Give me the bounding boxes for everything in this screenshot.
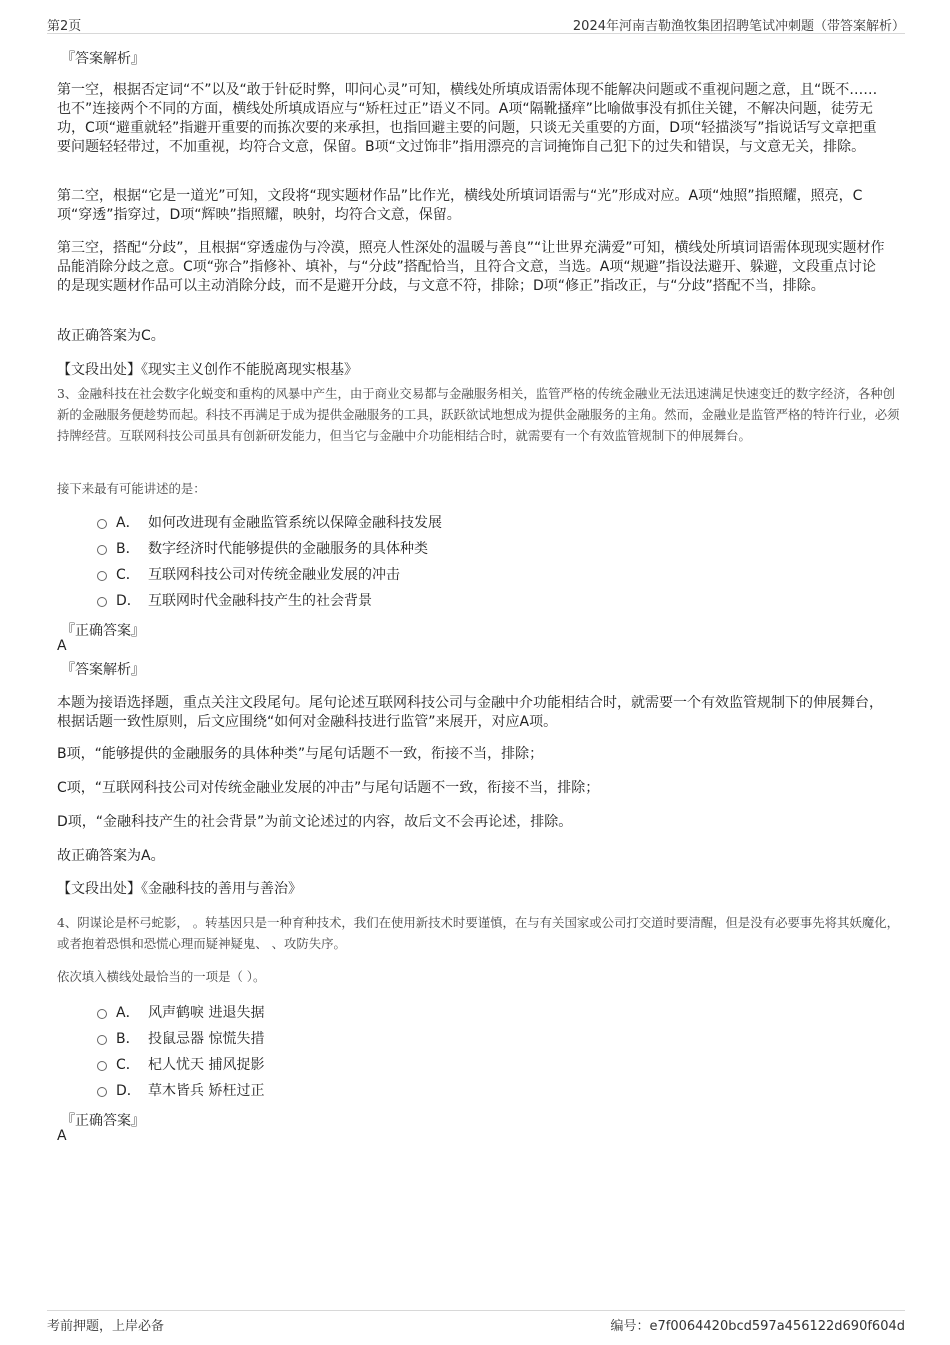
q2-analysis-p3: 第三空，搭配“分歧”，且根据“穿透虚伪与冷漠，照亮人性深处的温暖与善良”“让世界充满爱”可知，横线处所填词语需体现现实题材作品能消除分歧之意。C项“弥合”指修补、填补，与“分歧”搭配恰当，且符合文意，当选。A项“规避”指设法避开、躲避，文段重点讨论的是现实题材作品可以主动消除分歧，而不是避开分歧，与文意不符，排除；D项“修正”指改正，与“分歧”搭配不当，排除。 <box>57 240 885 294</box>
q2-analysis-p1: 第一空，根据否定词“不”以及“敢于针砭时弊，叩问心灵”可知，横线处所填成语需体现不能解决问题或不重视问题之意，且“既不……也不”连接两个不同的方面，横线处所填成语应与“矫枉过正”语义不同。A项“隔靴搔痒”比喻做事没有抓住关键，不解决问题，徒劳无功，C项“避重就轻”指避开重要的而拣次要的来承担，也指回避主要的问题，只谈无关重要的方面，D项“轻描淡写”指说话写文章把重要问题轻轻带过，不加重视，均符合文意，保留。B项“文过饰非”指用漂亮的言词掩饰自己犯下的过失和错误，与文意无关，排除。 <box>57 82 878 155</box>
q3-correct-label: 『正确答案』 <box>61 623 145 639</box>
q3-option-d[interactable]: D． 互联网时代金融科技产生的社会背景 <box>97 590 372 610</box>
q4-option-a[interactable]: A． 风声鹤唳 进退失据 <box>97 1002 264 1022</box>
q3-analysis-p1: 本题为接语选择题，重点关注文段尾句。尾句论述互联网科技公司与金融中介功能相结合时，就需要一个有效监管规制下的伸展舞台，根据话题一致性原则，后文应围绕“如何对金融科技进行监管”来展开，对应A项。 <box>57 695 883 730</box>
q3-stem: 3、金融科技在社会数字化蜕变和重构的风暴中产生，由于商业交易都与金融服务相关，监管严格的传统金融业无法迅速满足快速变迁的数字经济，各种创新的金融服务便趁势而起。科技不再满足于成为提供金融服务的工具，跃跃欲试地想成为提供金融服务的主角。然而，金融业是监管严格的特许行业，必须持牌经营。互联网科技公司虽具有创新研发能力，但当它与金融中介功能相结合时，就需要有一个有效监管规制下的伸展舞台。 <box>57 386 900 443</box>
q4-prompt: 依次填入横线处最恰当的一项是（ ）。 <box>57 969 266 984</box>
q3-option-a[interactable]: A． 如何改进现有金融监管系统以保障金融科技发展 <box>97 512 442 532</box>
page-header <box>47 13 905 34</box>
radio-icon[interactable] <box>97 519 107 529</box>
radio-icon[interactable] <box>97 1061 107 1071</box>
radio-icon[interactable] <box>97 1009 107 1019</box>
q4-correct-label: 『正确答案』 <box>61 1113 145 1129</box>
q3-analysis-p2: B项，“能够提供的金融服务的具体种类”与尾句话题不一致，衔接不当，排除； <box>57 746 544 762</box>
q2-source: 【文段出处】《现实主义创作不能脱离现实根基》 <box>57 362 358 378</box>
radio-icon[interactable] <box>97 545 107 555</box>
q3-analysis-label: 『答案解析』 <box>61 662 145 678</box>
q4-option-c[interactable]: C． 杞人忧天 捕风捉影 <box>97 1054 264 1074</box>
q4-option-b[interactable]: B． 投鼠忌器 惊慌失措 <box>97 1028 264 1048</box>
q3-option-b[interactable]: B． 数字经济时代能够提供的金融服务的具体种类 <box>97 538 428 558</box>
q4-option-d[interactable]: D． 草木皆兵 矫枉过正 <box>97 1080 264 1100</box>
q3-correct-answer: A <box>57 638 67 654</box>
radio-icon[interactable] <box>97 571 107 581</box>
radio-icon[interactable] <box>97 1087 107 1097</box>
q3-analysis-p3: C项，“互联网科技公司对传统金融业发展的冲击”与尾句话题不一致，衔接不当，排除； <box>57 780 600 796</box>
document-title: 2024年河南吉勒渔牧集团招聘笔试冲刺题（带答案解析） <box>572 19 905 34</box>
document-id: 编号：e7f0064420bcd597a456122d690f604d <box>610 1319 905 1334</box>
radio-icon[interactable] <box>97 597 107 607</box>
q2-conclusion: 故正确答案为C。 <box>57 328 165 344</box>
page-number: 第2页 <box>47 19 82 34</box>
q3-conclusion: 故正确答案为A。 <box>57 848 165 864</box>
radio-icon[interactable] <box>97 1035 107 1045</box>
q3-analysis-p4: D项，“金融科技产生的社会背景”为前文论述过的内容，故后文不会再论述，排除。 <box>57 814 573 830</box>
page-footer <box>47 1310 905 1335</box>
q3-prompt: 接下来最有可能讲述的是： <box>57 481 206 496</box>
q2-analysis-label: 『答案解析』 <box>61 51 145 67</box>
footer-slogan: 考前押题，上岸必备 <box>47 1319 165 1334</box>
q3-option-c[interactable]: C． 互联网科技公司对传统金融业发展的冲击 <box>97 564 400 584</box>
q4-stem: 4、阴谋论是杯弓蛇影， 。转基因只是一种育种技术，我们在使用新技术时要谨慎，在与有关国家或公司打交道时要清醒，但是没有必要事先将其妖魔化，或者抱着恐惧和恐慌心理而疑神疑鬼、 、攻防失序。 <box>57 915 899 951</box>
q2-analysis-p2: 第二空，根据“它是一道光”可知，文段将“现实题材作品”比作光，横线处所填词语需与“光”形成对应。A项“烛照”指照耀，照亮，C项“穿透”指穿过，D项“辉映”指照耀，映射，均符合文意，保留。 <box>57 188 863 223</box>
q4-correct-answer: A <box>57 1128 67 1144</box>
q3-source: 【文段出处】《金融科技的善用与善治》 <box>57 881 302 897</box>
